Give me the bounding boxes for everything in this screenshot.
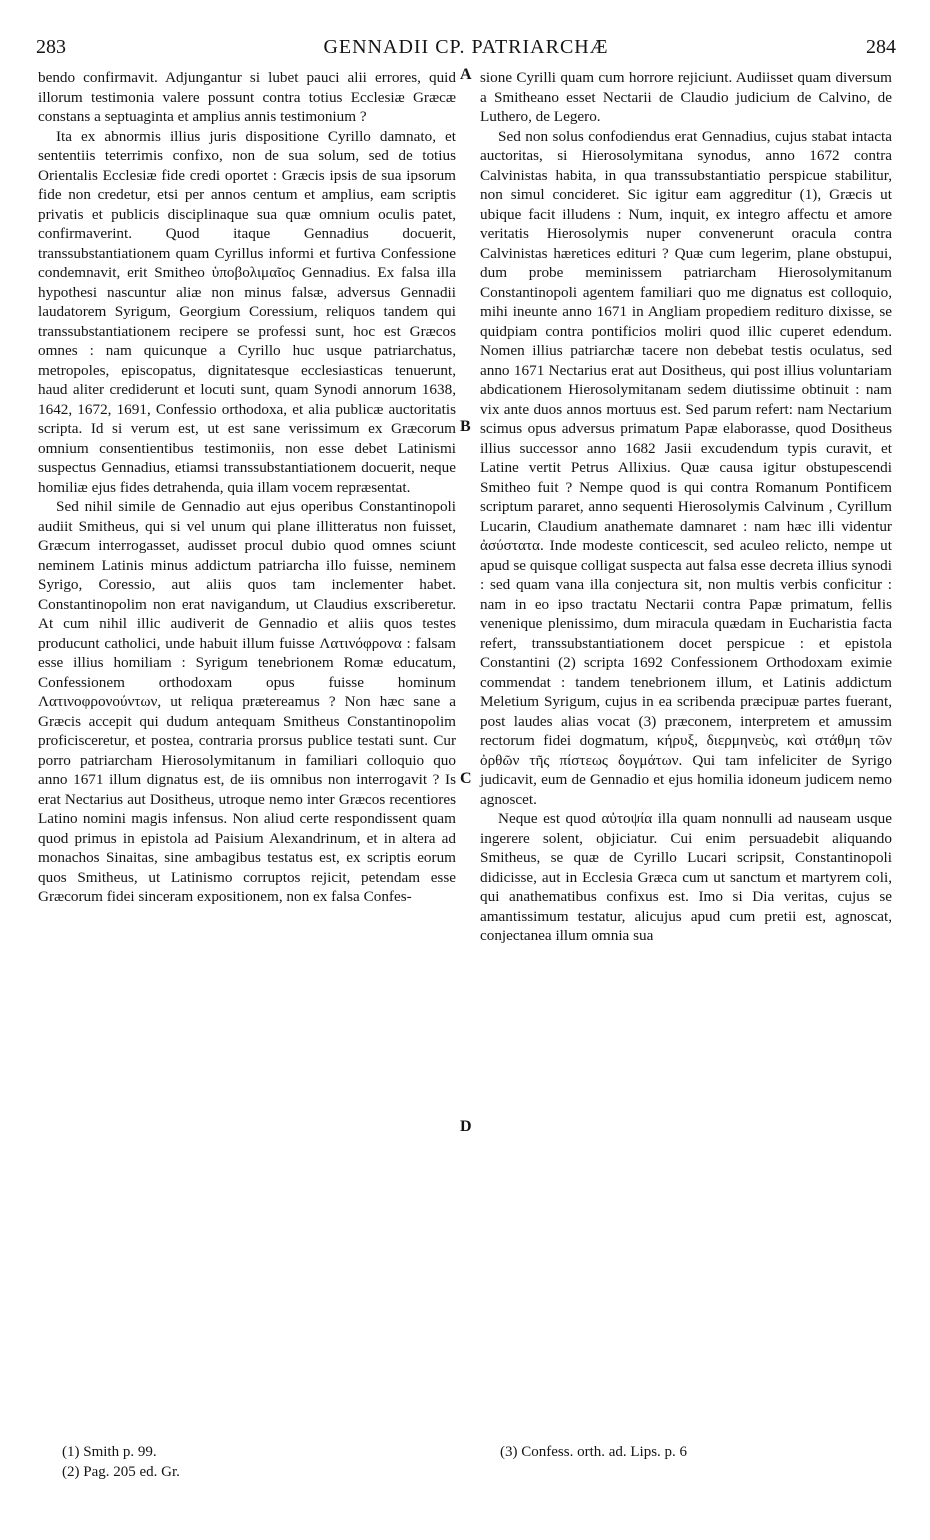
- footnotes-right: [500, 1442, 880, 1462]
- section-marker-d: D: [460, 1118, 472, 1135]
- footnote: (2) Pag. 205 ed. Gr.: [62, 1464, 180, 1480]
- paragraph: Sed nihil simile de Gennadio aut ejus operibus Constantinopoli audiit Smitheus, qui si vel unum qui plane illitteratus non fuisset, Græcum interrogasset, audisset procul dubio quod omnes sciunt neminem Latinis minus addictum patriarcha illo fuisse, neminem Syrigo, Coressio, aut aliis quos tam inclementer habet. Constantinopolim non erat navigandum, ut Claudius exscriberetur. At cum nihil illic audiverit de Gennadio et aliis quos testes producunt catholici, unde habuit illum fuisse Λατινόφρονα : falsam esse illius homiliam : Syrigum tenebrionem Romæ educatum, Confessionem orthodoxam opus fuisse hominum Λατινοφρονούντων, ut reliqua prætereamus ? Non hæc sane a Græcis accepit qui dudum antequam Smitheus Constantinopolim proficisceretur, et postea, contraria prorsus publice testati sunt. Cur porro patriarcham Hierosolymitanum in familiari colloquio quo anno 1671 illum dignatus est, de iis omnibus non interrogavit ? Is erat Nectarius aut Dositheus, utroque nemo inter Græcos recentiores Latino nomini magis infensus. Non aliud certe respondissent quam quod primus in epistola ad Paisium Alexandrinum, et in altera ad monachos Sinaitas, sine ambagibus testatus est, ex scriptis eorum quos Smitheus, ut Latinismo corruptos rejicit, petendam esse Græcorum fidei sinceram expositionem, non ex falsa Confes-: [38, 498, 456, 905]
- right-column: [480, 68, 892, 946]
- page-number-right: 284: [866, 36, 896, 58]
- footnotes-left: [62, 1442, 362, 1482]
- section-marker-b: B: [460, 418, 471, 435]
- section-marker-c: C: [460, 770, 472, 787]
- paragraph: Neque est quod αὐτοψία illa quam nonnulli ad nauseam usque ingerere solent, objiciatur. Cui enim persuadebit aliquando Smitheus, se quæ de Cyrillo Lucari scripsit, Constantinopoli didicisse, aut in Ecclesia Græca cum ut sanctum et martyrem coli, qui anathematibus confixus est. Imo si Dia veritas, cujus se amantissimum testatur, alicujus apud cum pretii est, agnoscat, conjectanea illum omnia sua: [480, 810, 892, 944]
- section-marker-a: A: [460, 66, 472, 83]
- paragraph: Ita ex abnormis illius juris dispositione Cyrillo damnato, et sententiis teterrimis confixo, non de sua solum, sed de totius Orientalis Ecclesiæ fide credi oportet : Græcis ipsis de sua ipsorum fide non credetur, etsi per annos centum et amplius, eam scriptis privatis et publicis disciplinaque sua quæ omnium oculis patet, confirmaverint. Quod itaque Gennadius docuerit, transsubstantiationem quam Cyrillus informi et furtiva Confessione condemnavit, erit Smitheo ὑποβολιμαῖος Gennadius. Ex falsa illa hypothesi nascuntur aliæ non minus falsæ, adversus Gennadii laudatorem Syrigum, Georgium Coressium, reliquos tandem qui transsubstantiationem recipere se professi sunt, hoc est Græcos omnes : nam quicunque a Cyrillo huc usque patriarchatus, metropoles, episcopatus, dignitatesque ecclesiasticas tenuerunt, haud aliter crediderunt et locuti sunt, quam Synodi annorum 1638, 1642, 1672, 1691, Confessio orthodoxa, et alia publicæ auctoritatis scripta. Id si verum est, ut est sane verissimum ex Græcorum omnium consentientibus testimoniis, non esse debet Latinismi suspectus Gennadius, etiamsi transsubstantiationem docuerit, neque homiliæ ejus fides detrahenda, quia illam vocem repræsentat.: [38, 127, 456, 496]
- page-number-left: 283: [36, 36, 66, 58]
- running-title: GENNADII CP. PATRIARCHÆ: [323, 36, 609, 58]
- footnote: (1) Smith p. 99.: [62, 1444, 157, 1460]
- footnote: (3) Confess. orth. ad. Lips. p. 6: [500, 1444, 688, 1460]
- left-column: [38, 68, 456, 907]
- paragraph: sione Cyrilli quam cum horrore rejiciunt. Audiisset quam diversum a Smitheano esset Nectarii de Claudio judicium de Calvino, de Luthero, de Legero.: [480, 69, 892, 125]
- paragraph: Sed non solus confodiendus erat Gennadius, cujus stabat intacta auctoritas, si Hierosolymitana synodus, anno 1672 contra Calvinistas habita, in qua transsubstantiatio perspicue stabilitur, non simul concideret. Sic igitur eam aggreditur (1), Græcis ut ubique facit illudens : Num, inquit, ex integro affectu et amore veritatis Hierosolymis nuper convenerunt oracula contra Calvinistas hæretices edituri ? Quæ cum legerim, plane obstupui, dum probe meminissem patriarcham Hierosolymitanum Constantinopoli agentem familiari quo me dignatus est colloquio, mihi ineunte anno 1671 in Angliam propediem redituro dixisse, se quidpiam contra pontificios moliri quod illic cuperet edendum. Nomen illius patriarchæ tacere non debebat testis oculatus, sed anno 1671 Nectarius erat aut Dositheus, qui post illius voluntariam abdicationem Hierosolymitanam sedem diutissime obtinuit : nam vix ante duos annos mortuus est. Sed parum refert: nam Nectarium scimus opus adversus primatum Papæ elaborasse, quod Dositheus illius successor anno 1682 Jasii excudendum typis curavit, et Latine vertit Petrus Allixius. Quæ causa igitur obstupescendi Smitheo fuit ? Nempe quod is qui contra Romanum Pontificem scriptum pararet, anno sequenti Hierosolymis Calvinum , Cyrillum Lucarin, Claudium anathemate damnaret : nam hæc illi videntur ἀσύστατα. Inde modeste conticescit, sed aculeo relicto, nempe ut apud se quisque colligat suspecta aut falsa esse decreta illius synodi : sed quam vana illa conjectura sit, non multis verbis conficitur : nam in eo ipso tractatu Nectarii contra Papæ primatum, fellis veneniquе plenissimo, dum miracula quædam in Eucharistia facta refert, transsubstantiationem docet perspicue : et epistola Constantini (2) scripta 1692 Confessionem Orthodoxam eximie commendat : tandem tenebrionem illum, et Latinis addictum Meletium Syrigum, cujus in ea scribenda præcipuæ partes fuerant, post laudes alias vocat (3) præconem, interpretem et amussim rectorum fidei dogmatum, κήρυξ, διερμηνεὺς, καὶ στάθμη τῶν ὀρθῶν τῆς πίστεως δογμάτων. Qui tam infeliciter de Syrigo judicavit, eum de Gennadio et ejus homilia idoneum judicem nemo agnoscet.: [480, 127, 892, 808]
- paragraph: bendo confirmavit. Adjungantur si lubet pauci alii errores, quid illorum testimonia valere possunt contra totius Ecclesiæ Græcæ constans a septuaginta et amplius annis testimonium ?: [38, 69, 456, 125]
- page-header: [36, 36, 896, 62]
